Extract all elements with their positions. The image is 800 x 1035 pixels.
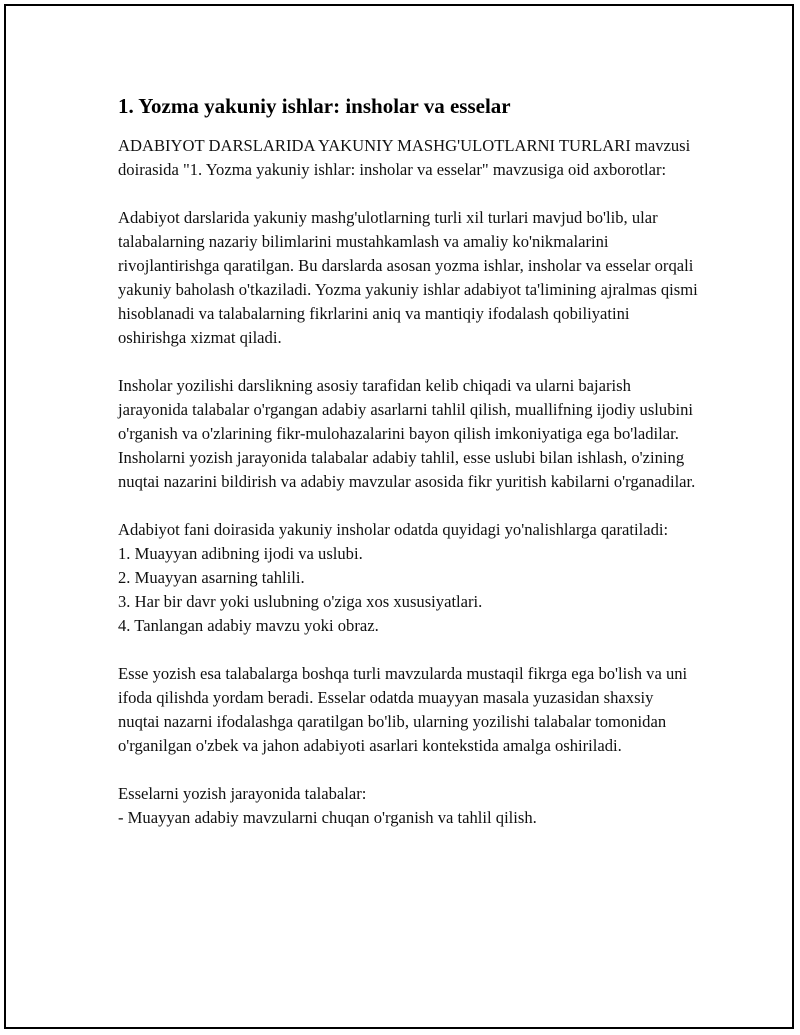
list-item: 2. Muayyan asarning tahlili. (118, 568, 305, 587)
paragraph-1: Adabiyot darslarida yakuniy mashg'ulotlarning turli xil turlari mavjud bo'lib, ular talabalarning nazariy bilimlarini mustahkamlash va amaliy ko'nikmalarini rivojlantirishga qaratilgan. Bu darslarda asosan yozma ishlar, insholar va esselar orqali yakuniy baholash o'tkaziladi. Yozma yakuniy ishlar adabiyot ta'limining ajralmas qismi hisoblanadi va talabalarning fikrlarini aniq va mantiqiy ifodalash qobiliyatini oshirishga xizmat qiladi. (118, 208, 698, 347)
document-body (118, 92, 698, 830)
paragraph-2: Insholar yozilishi darslikning asosiy tarafidan kelib chiqadi va ularni bajarish jarayonida talabalar o'rgangan adabiy asarlarni tahlil qilish, muallifning ijodiy uslubini o'rganish va o'zlarining fikr-mulohazalarini bayon qilish imkoniyatiga ega bo'ladilar. Insholarni yozish jarayonida talabalar adabiy tahlil, esse uslubi bilan ishlash, o'zining nuqtai nazarini bildirish va adabiy mavzular asosida fikr yuritish kabilarni o'rganadilar. (118, 376, 696, 491)
list-item: 3. Har bir davr yoki uslubning o'ziga xos xususiyatlari. (118, 592, 483, 611)
intro-paragraph: ADABIYOT DARSLARIDA YAKUNIY MASHG'ULOTLARNI TURLARI mavzusi doirasida "1. Yozma yakuniy ishlar: insholar va esselar" mavzusiga oid axborotlar: (118, 136, 691, 179)
list-item: 4. Tanlangan adabiy mavzu yoki obraz. (118, 616, 379, 635)
document-title: 1. Yozma yakuniy ishlar: insholar va esselar (118, 94, 511, 118)
essay-intro: Esselarni yozish jarayonida talabalar: (118, 784, 367, 803)
essay-item: - Muayyan adabiy mavzularni chuqan o'rganish va tahlil qilish. (118, 808, 537, 827)
essay-paragraph: Esse yozish esa talabalarga boshqa turli mavzularda mustaqil fikrga ega bo'lish va uni ifoda qilishda yordam beradi. Esselar odatda muayyan masala yuzasidan shaxsiy nuqtai nazarni ifodalashga qaratilgan bo'lib, ularning yozilishi talabalar tomonidan o'rganilgan o'zbek va jahon adabiyoti asarlari kontekstida amalga oshiriladi. (118, 664, 688, 755)
paragraph-3: Adabiyot fani doirasida yakuniy insholar odatda quyidagi yo'nalishlarga qaratiladi: (118, 520, 669, 539)
list-item: 1. Muayyan adibning ijodi va uslubi. (118, 544, 363, 563)
directions-list (118, 542, 698, 638)
